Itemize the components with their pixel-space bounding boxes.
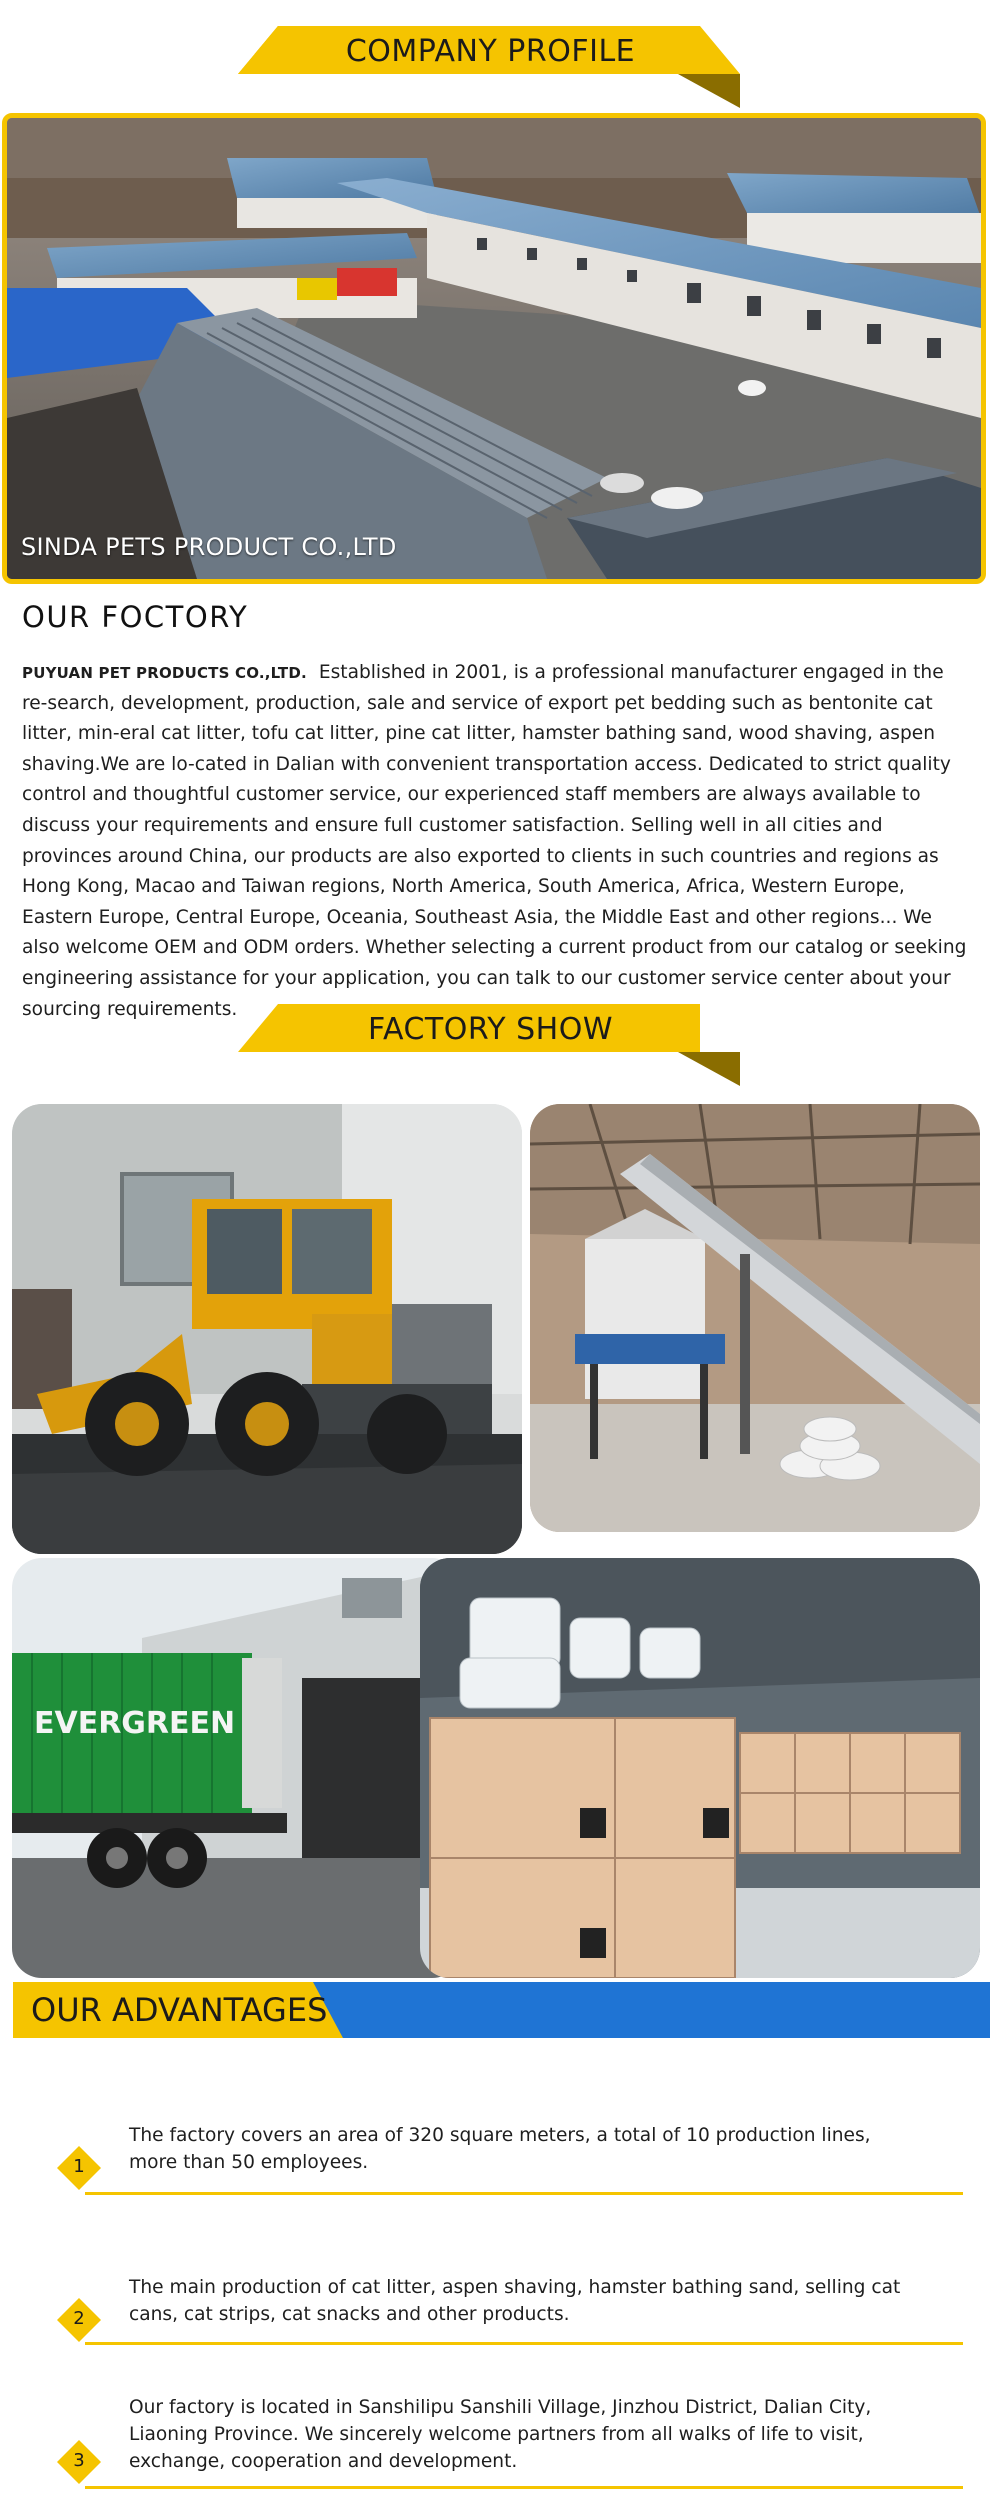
loader-photo: [12, 1104, 522, 1554]
advantage-item: [55, 2274, 925, 2344]
advantage-number: 2: [73, 2308, 85, 2329]
container-truck-photo: [12, 1558, 462, 1978]
company-description: [22, 658, 970, 1025]
company-description-text: Established in 2001, is a professional manufacturer engaged in the re-search, development, production, sale and service of export pet bedding such as bentonite cat litter, min-eral cat litter, tofu cat litter, pine cat litter, hamster bathing sand, wood shaving, aspen shaving.We are lo-cated in Dalian with convenient transportation access. Dedicated to strict quality control and thoughtful customer service, our experienced staff members are always available to discuss your requirements and ensure full customer satisfaction. Selling well in all cities and provinces around China, our products are also exported to clients in such countries and regions as Hong Kong, Macao and Taiwan regions, North America, South America, Africa, Western Europe, Eastern Europe, Central Europe, Oceania, Southeast Asia, the Middle East and other regions... We also welcome OEM and ODM orders. Whether selecting a current product from our catalog or seeking engineering assistance for your application, you can talk to our customer service center about your sourcing requirements.: [22, 662, 967, 1020]
advantage-item: [55, 2394, 925, 2484]
number-diamond-icon: [55, 2296, 103, 2344]
advantages-banner: [13, 1982, 990, 2038]
warehouse-boxes-photo: [420, 1558, 980, 1978]
company-profile-title: COMPANY PROFILE: [345, 34, 636, 69]
number-diamond-icon: [55, 2144, 103, 2192]
advantage-divider: [85, 2486, 963, 2489]
factory-show-title: FACTORY SHOW: [367, 1012, 614, 1047]
container-truck-illustration: [12, 1558, 462, 1978]
our-factory-heading: OUR FOCTORY: [22, 600, 249, 634]
container-logo-text: EVERGREEN: [34, 1706, 236, 1741]
factory-aerial-illustration: [7, 118, 981, 579]
production-line-photo: [530, 1104, 980, 1532]
advantage-divider: [85, 2192, 963, 2195]
wheel-loader-illustration: [12, 1104, 522, 1554]
advantage-divider: [85, 2342, 963, 2345]
company-name: PUYUAN PET PRODUCTS CO.,LTD.: [22, 664, 307, 682]
warehouse-stock-illustration: [420, 1558, 980, 1978]
factory-aerial-photo: [2, 113, 986, 584]
number-diamond-icon: [55, 2438, 103, 2486]
advantage-item: [55, 2122, 925, 2192]
hero-caption: SINDA PETS PRODUCT CO.,LTD: [21, 533, 397, 561]
advantage-text: The main production of cat litter, aspen shaving, hamster bathing sand, selling cat cans, cat strips, cat snacks and other products.: [129, 2277, 901, 2325]
advantage-number: 3: [73, 2450, 85, 2471]
factory-show-ribbon: [238, 1002, 743, 1058]
company-profile-ribbon: [238, 24, 743, 80]
production-line-illustration: [530, 1104, 980, 1532]
advantage-number: 1: [73, 2156, 85, 2177]
advantage-text: The factory covers an area of 320 square meters, a total of 10 production lines, more than 50 employees.: [129, 2125, 871, 2173]
advantages-title: OUR ADVANTAGES: [31, 1991, 328, 2029]
advantage-text: Our factory is located in Sanshilipu Sanshili Village, Jinzhou District, Dalian City, Liaoning Province. We sincerely welcome partners from all walks of life to visit, exchange, cooperation and development.: [129, 2397, 872, 2472]
